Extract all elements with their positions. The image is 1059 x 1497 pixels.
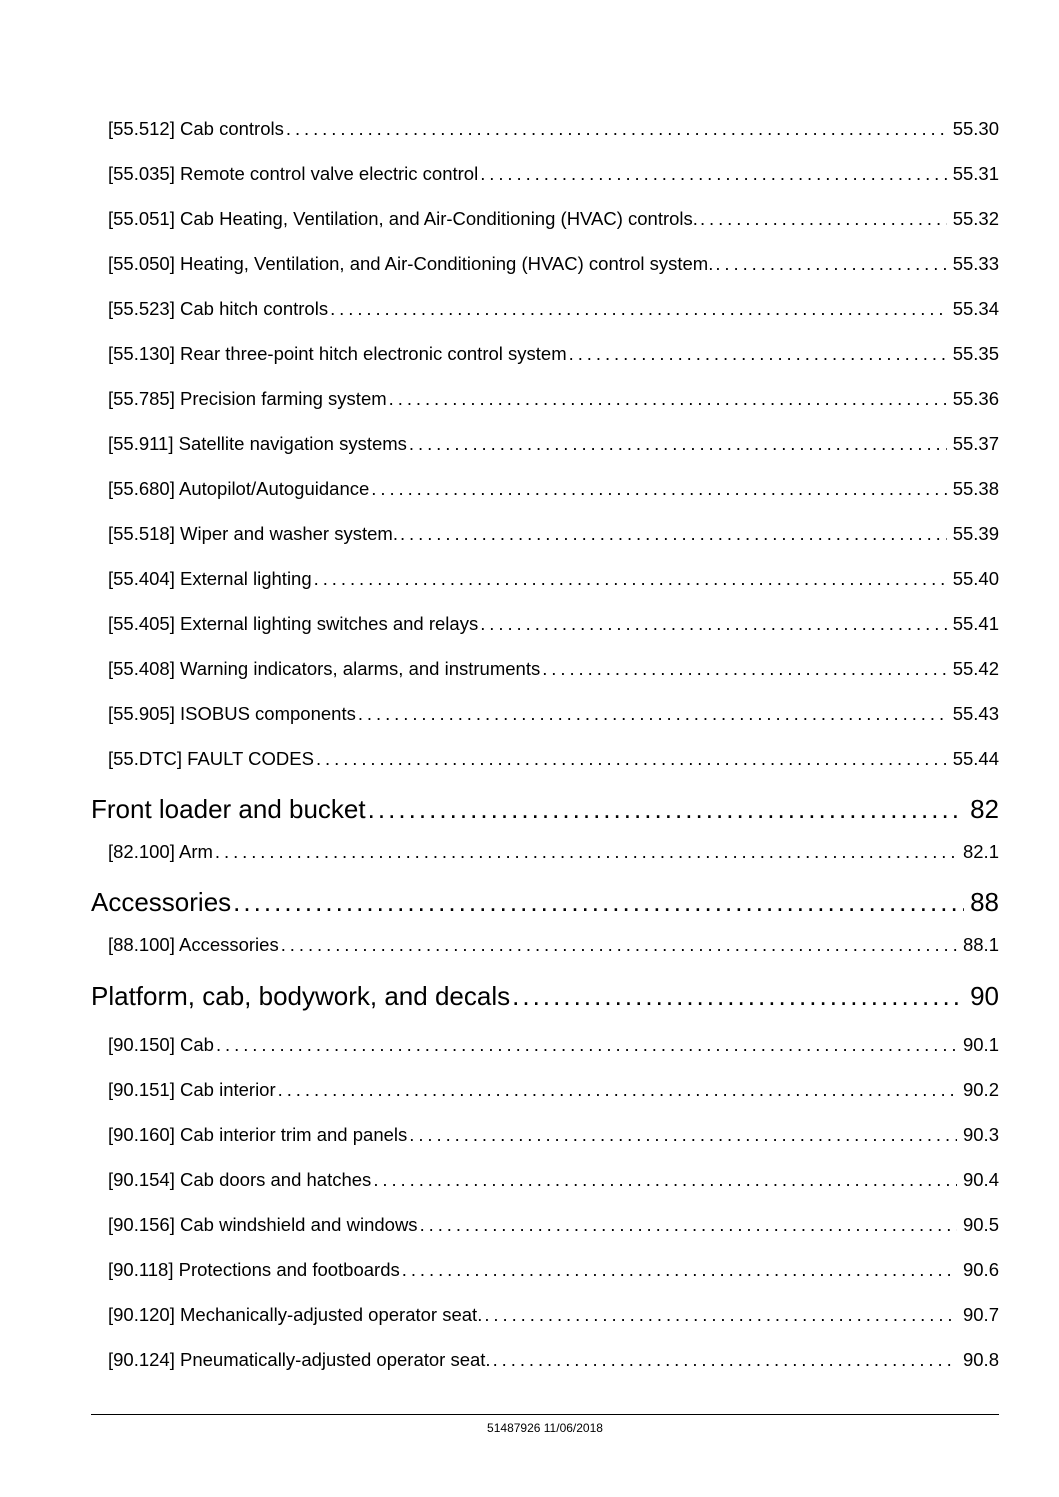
dot-leader	[358, 701, 947, 727]
toc-entry-title: [55.518] Wiper and washer system.	[108, 523, 398, 544]
toc-entry-page: 55.42	[952, 658, 999, 679]
toc-entry[interactable]	[108, 839, 999, 865]
toc-entry-page: 90.1	[962, 1034, 999, 1055]
toc-section-heading[interactable]	[91, 885, 999, 919]
dot-leader	[314, 566, 947, 592]
dot-leader	[420, 1212, 957, 1238]
dot-leader	[215, 839, 957, 865]
dot-leader	[715, 251, 946, 277]
toc-entry-page: 55.33	[952, 253, 999, 274]
toc-entry-page: 90.4	[962, 1169, 999, 1190]
toc-entry-page: 90.7	[962, 1304, 999, 1325]
toc-entry-title: [55.DTC] FAULT CODES	[108, 748, 314, 769]
toc-entry-page: 88.1	[962, 934, 999, 955]
dot-leader	[330, 296, 947, 322]
dot-leader	[373, 1167, 957, 1193]
toc-entry[interactable]	[108, 296, 999, 322]
toc-section-page: 88	[970, 887, 999, 917]
toc-entry-title: [55.523] Cab hitch controls	[108, 298, 329, 319]
toc-section-page: 82	[970, 794, 999, 824]
dot-leader	[278, 1077, 957, 1103]
toc-entry[interactable]	[108, 611, 999, 637]
toc-entry[interactable]	[108, 116, 999, 142]
toc-entry[interactable]	[108, 1032, 999, 1058]
toc-entry-title: [55.408] Warning indicators, alarms, and instruments	[108, 658, 541, 679]
toc-entry-page: 55.34	[952, 298, 999, 319]
toc-entry[interactable]	[108, 1167, 999, 1193]
toc-entry[interactable]	[108, 1257, 999, 1283]
toc-entry-page: 90.3	[962, 1124, 999, 1145]
toc-entry[interactable]	[108, 251, 999, 277]
dot-leader	[233, 885, 964, 919]
toc-entry-page: 90.6	[962, 1259, 999, 1280]
toc-entry-title: [55.680] Autopilot/Autoguidance	[108, 478, 370, 499]
toc-entry-title: [90.120] Mechanically-adjusted operator seat.	[108, 1304, 483, 1325]
toc-entry[interactable]	[108, 1212, 999, 1238]
dot-leader	[569, 341, 947, 367]
toc-entry-title: [55.051] Cab Heating, Ventilation, and Air-Conditioning (HVAC) controls.	[108, 208, 698, 229]
dot-leader	[389, 386, 947, 412]
toc-entry-page: 55.36	[952, 388, 999, 409]
toc-entry[interactable]	[108, 932, 999, 958]
dot-leader	[512, 979, 964, 1013]
toc-entry[interactable]	[108, 1122, 999, 1148]
dot-leader	[480, 611, 946, 637]
toc-entry-page: 55.30	[952, 118, 999, 139]
dot-leader	[700, 206, 947, 232]
toc-entry-title: [90.160] Cab interior trim and panels	[108, 1124, 408, 1145]
dot-leader	[286, 116, 947, 142]
toc-entry[interactable]	[108, 476, 999, 502]
toc-entry[interactable]	[108, 746, 999, 772]
toc-entry-title: [55.035] Remote control valve electric control	[108, 163, 479, 184]
toc-entry-page: 82.1	[962, 841, 999, 862]
toc-entry-title: [88.100] Accessories	[108, 934, 279, 955]
toc-entry[interactable]	[108, 206, 999, 232]
dot-leader	[480, 161, 947, 187]
dot-leader	[493, 1347, 957, 1373]
toc-entry[interactable]	[108, 701, 999, 727]
toc-entry-title: [55.405] External lighting switches and relays	[108, 613, 479, 634]
toc-entry-title: [55.911] Satellite navigation systems	[108, 433, 407, 454]
toc-entry-title: [90.151] Cab interior	[108, 1079, 276, 1100]
toc-entry[interactable]	[108, 386, 999, 412]
toc-entry[interactable]	[108, 656, 999, 682]
toc-entry[interactable]	[108, 431, 999, 457]
dot-leader	[484, 1302, 957, 1328]
toc-section-page: 90	[970, 981, 999, 1011]
dot-leader	[281, 932, 957, 958]
toc-entry[interactable]	[108, 1347, 999, 1373]
footer-document-number: 51487926 11/06/2018	[487, 1421, 603, 1435]
toc-entry-page: 55.43	[952, 703, 999, 724]
toc-section-title: Accessories	[91, 887, 232, 917]
dot-leader	[400, 521, 947, 547]
toc-entry-title: [55.905] ISOBUS components	[108, 703, 356, 724]
toc-entry-page: 55.35	[952, 343, 999, 364]
toc-section-heading[interactable]	[91, 979, 999, 1013]
toc-entry-title: [55.785] Precision farming system	[108, 388, 387, 409]
toc-section-title: Front loader and bucket	[91, 794, 366, 824]
toc-entry-title: [90.118] Protections and footboards	[108, 1259, 400, 1280]
toc-entry-title: [82.100] Arm	[108, 841, 213, 862]
dot-leader	[542, 656, 946, 682]
toc-entry-page: 55.37	[952, 433, 999, 454]
toc-entry-title: [55.512] Cab controls	[108, 118, 284, 139]
toc-entry-page: 55.44	[952, 748, 999, 769]
toc-entry[interactable]	[108, 566, 999, 592]
toc-section-title: Platform, cab, bodywork, and decals	[91, 981, 511, 1011]
dot-leader	[371, 476, 946, 502]
toc-entry-page: 90.8	[962, 1349, 999, 1370]
toc-section-heading[interactable]	[91, 792, 999, 826]
toc-entry-title: [55.404] External lighting	[108, 568, 312, 589]
dot-leader	[409, 1122, 957, 1148]
toc-entry[interactable]	[108, 1302, 999, 1328]
dot-leader	[402, 1257, 957, 1283]
toc-entry-title: [90.156] Cab windshield and windows	[108, 1214, 418, 1235]
toc-entry[interactable]	[108, 521, 999, 547]
toc-entry-page: 90.5	[962, 1214, 999, 1235]
dot-leader	[368, 792, 964, 826]
toc-entry-page: 55.40	[952, 568, 999, 589]
toc-entry[interactable]	[108, 161, 999, 187]
dot-leader	[409, 431, 947, 457]
toc-entry[interactable]	[108, 341, 999, 367]
toc-entry[interactable]	[108, 1077, 999, 1103]
toc-entry-page: 55.38	[952, 478, 999, 499]
toc-entry-page: 55.39	[952, 523, 999, 544]
toc-entry-page: 55.31	[952, 163, 999, 184]
toc-entry-title: [90.154] Cab doors and hatches	[108, 1169, 372, 1190]
dot-leader	[216, 1032, 957, 1058]
toc-entry-page: 55.32	[952, 208, 999, 229]
footer-divider	[91, 1414, 999, 1415]
toc-entry-title: [55.130] Rear three-point hitch electronic control system	[108, 343, 567, 364]
toc-entry-page: 90.2	[962, 1079, 999, 1100]
toc-entry-title: [55.050] Heating, Ventilation, and Air-Conditioning (HVAC) control system.	[108, 253, 714, 274]
toc-entry-title: [90.124] Pneumatically-adjusted operator seat.	[108, 1349, 491, 1370]
toc-entry-page: 55.41	[952, 613, 999, 634]
dot-leader	[316, 746, 947, 772]
toc-entry-title: [90.150] Cab	[108, 1034, 214, 1055]
